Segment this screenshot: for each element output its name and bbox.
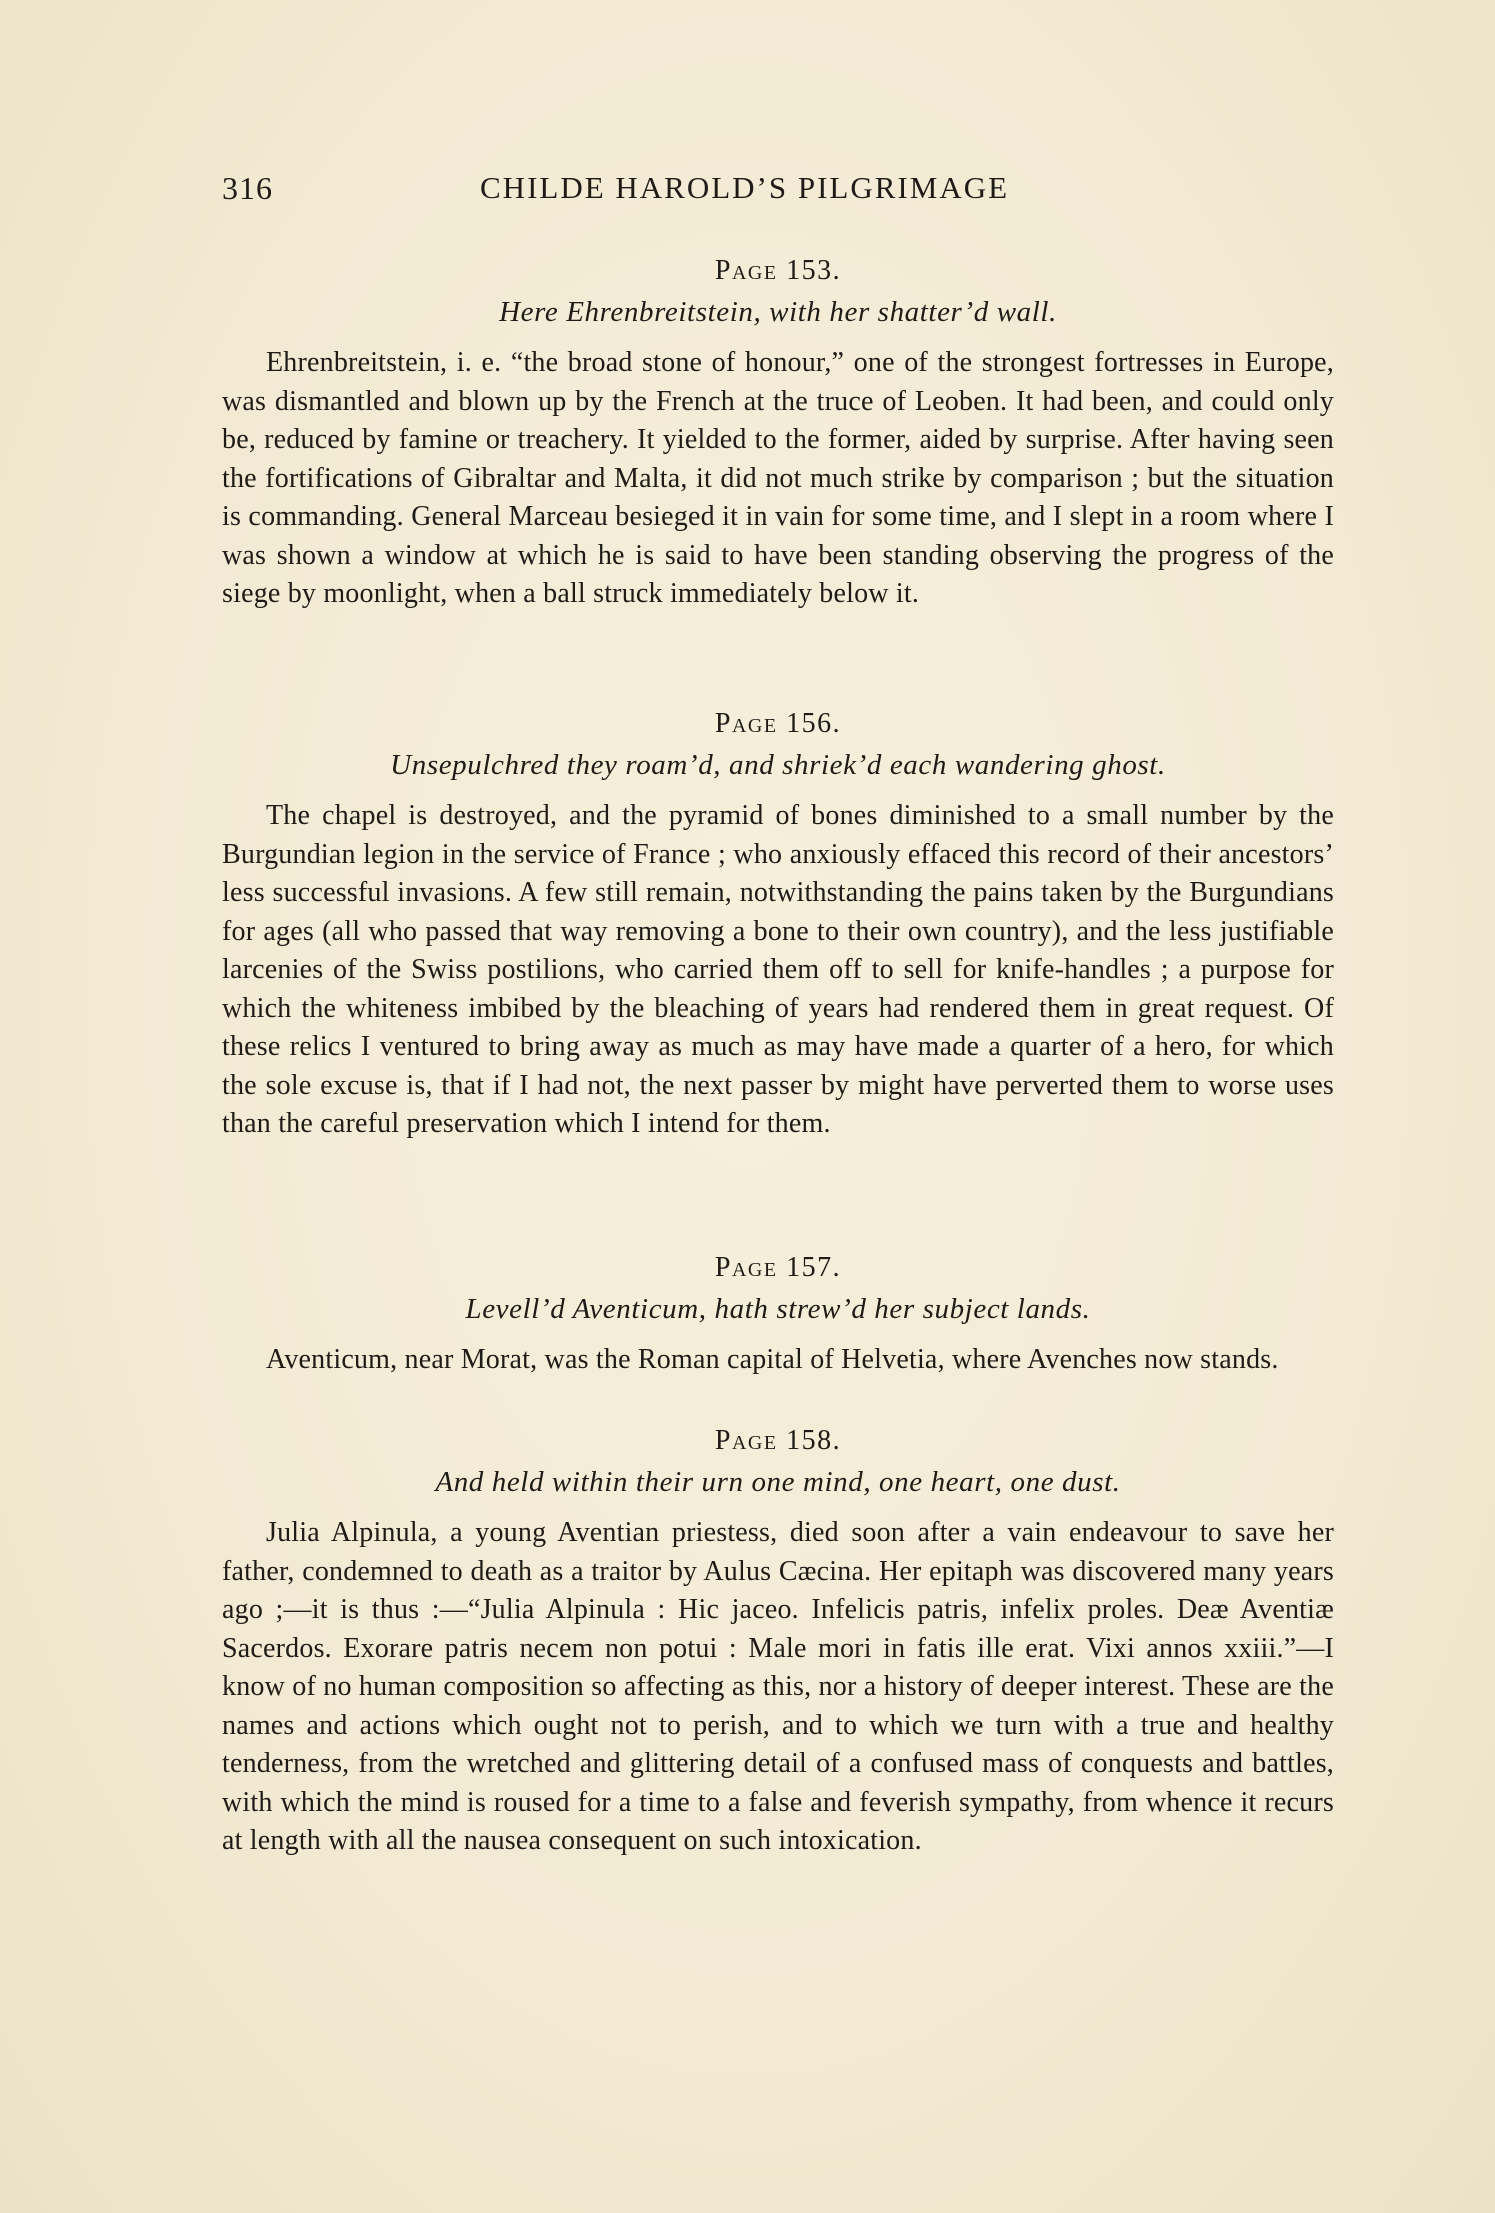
note-text: Julia Alpinula, a young Aventian priestess, died soon after a vain endeavour to save her father, condemned to death as a traitor by Aulus Cæcina. Her epitaph was discovered many years ago ;—it is thus :—“Julia Alpinula : Hic jaceo. Infelicis patris, infelix proles. Deæ Aventiæ Sacerdos. Exorare patris necem non potui : Male mori in fatis ille erat. Vixi annos xxiii.”—I know of no human composition so affecting as this, nor a history of deeper interest. These are the names and actions which ought not to perish, and to which we turn with a true and healthy tenderness, from the wretched and glittering detail of a confused mass of conquests and battles, with which the mind is roused for a time to a false and feverish sympathy, from whence it recurs at length with all the nausea consequent on such intoxication. [222, 1517, 1334, 1856]
note-page-157 [222, 1247, 1334, 1420]
note-quoted-line: And held within their urn one mind, one heart, one dust. [435, 1466, 1121, 1498]
running-title: CHILDE HAROLD’S PILGRIMAGE [480, 170, 1010, 205]
note-quoted-line: Unsepulchred they roam’d, and shriek’d each wandering ghost. [390, 749, 1166, 781]
note-page-156 [222, 703, 1334, 1233]
note-page-153 [222, 250, 1334, 703]
note-page-reference: Page 157. [714, 1252, 842, 1283]
note-page-reference: Page 153. [714, 255, 842, 286]
note-page-reference: Page 156. [714, 708, 842, 739]
note-quoted-line: Here Ehrenbreitstein, with her shatter’d wall. [499, 296, 1057, 328]
note-text: The chapel is destroyed, and the pyramid of bones diminished to a small number by the Burgundian legion in the service of France ; who anxiously effaced this record of their ancestors’ less successful invasions. A few still remain, notwithstanding the pains taken by the Burgundians for ages (all who passed that way removing a bone to their own country), and the less justifiable larcenies of the Swiss postilions, who carried them off to sell for knife-handles ; a purpose for which the whiteness imbibed by the bleaching of years had rendered them in great request. Of these relics I ventured to bring away as much as may have made a quarter of a hero, for which the sole excuse is, that if I had not, the next passer by might have perverted them to worse uses than the careful preservation which I intend for them. [222, 800, 1334, 1139]
note-page-reference: Page 158. [714, 1425, 842, 1456]
note-text: Aventicum, near Morat, was the Roman capital of Helvetia, where Avenches now stands. [266, 1344, 1279, 1375]
running-head [222, 170, 1332, 214]
page-number: 316 [222, 170, 273, 206]
note-text: Ehrenbreitstein, i. e. “the broad stone of honour,” one of the strongest fortresses in Europe, was dismantled and blown up by the French at the truce of Leoben. It had been, and could only be, reduced by famine or treachery. It yielded to the former, aided by surprise. After having seen the fortifications of Gibraltar and Malta, it did not much strike by comparison ; but the situation is commanding. General Marceau besieged it in vain for some time, and I slept in a room where I was shown a window at which he is said to have been standing observing the progress of the siege by moonlight, when a ball struck immediately below it. [222, 347, 1334, 609]
note-page-158 [222, 1420, 1334, 1861]
note-quoted-line: Levell’d Aventicum, hath strew’d her subject lands. [465, 1293, 1091, 1325]
notes-body [222, 250, 1334, 1861]
